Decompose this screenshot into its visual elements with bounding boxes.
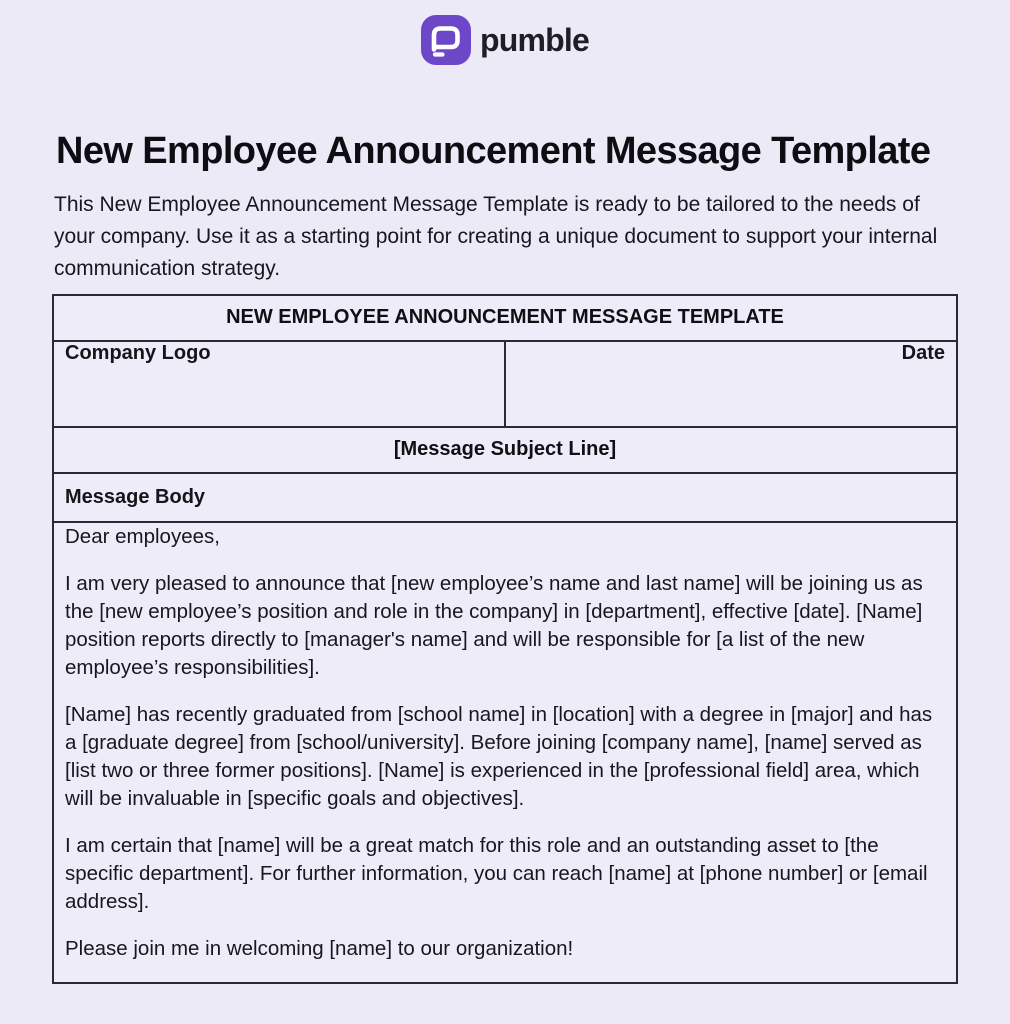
message-body-label-row xyxy=(53,473,957,522)
company-logo-cell: Company Logo xyxy=(53,341,505,427)
logo-date-row xyxy=(53,341,957,427)
table-title-row xyxy=(53,295,957,341)
body-paragraph: [Name] has recently graduated from [school name] in [location] with a degree in [major] and has a [graduate degree] from [school/university]. Before joining [company name], [name] served as [list two or three former positions]. [Name] is experienced in the [professional field] area, which will be invaluable in [specific goals and objectives]. xyxy=(65,702,933,810)
message-body-row xyxy=(53,522,957,983)
announcement-template-table xyxy=(52,294,958,984)
pumble-wordmark: pumble xyxy=(480,21,589,58)
subject-line-cell: [Message Subject Line] xyxy=(53,427,957,473)
page-title: New Employee Announcement Message Template xyxy=(56,130,931,172)
intro-paragraph: This New Employee Announcement Message Template is ready to be tailored to the needs of your company. Use it as a starting point for creating a unique document to support your internal communication strategy. xyxy=(54,192,938,280)
content-area xyxy=(0,130,1010,984)
subject-line-row xyxy=(53,427,957,473)
pumble-logo[interactable] xyxy=(421,15,589,65)
message-body-label-cell: Message Body xyxy=(53,473,957,522)
date-cell: Date xyxy=(505,341,957,427)
body-paragraph-closing: Please join me in welcoming [name] to our organization! xyxy=(65,936,574,960)
message-body-cell xyxy=(53,522,957,983)
body-paragraph: I am very pleased to announce that [new employee’s name and last name] will be joining us as the [new employee’s position and role in the company] in [department], effective [date]. [Name] position reports directly to [manager's name] and will be responsible for [a list of the new employee’s responsibilities]. xyxy=(65,571,923,679)
pumble-speech-bubble-icon xyxy=(421,15,471,65)
table-title-cell: NEW EMPLOYEE ANNOUNCEMENT MESSAGE TEMPLATE xyxy=(53,295,957,341)
body-paragraph: I am certain that [name] will be a great match for this role and an outstanding asset to [the specific department]. For further information, you can reach [name] at [phone number] or [email address]. xyxy=(65,833,928,913)
site-header xyxy=(0,0,1010,66)
body-paragraph-salutation: Dear employees, xyxy=(65,524,220,548)
